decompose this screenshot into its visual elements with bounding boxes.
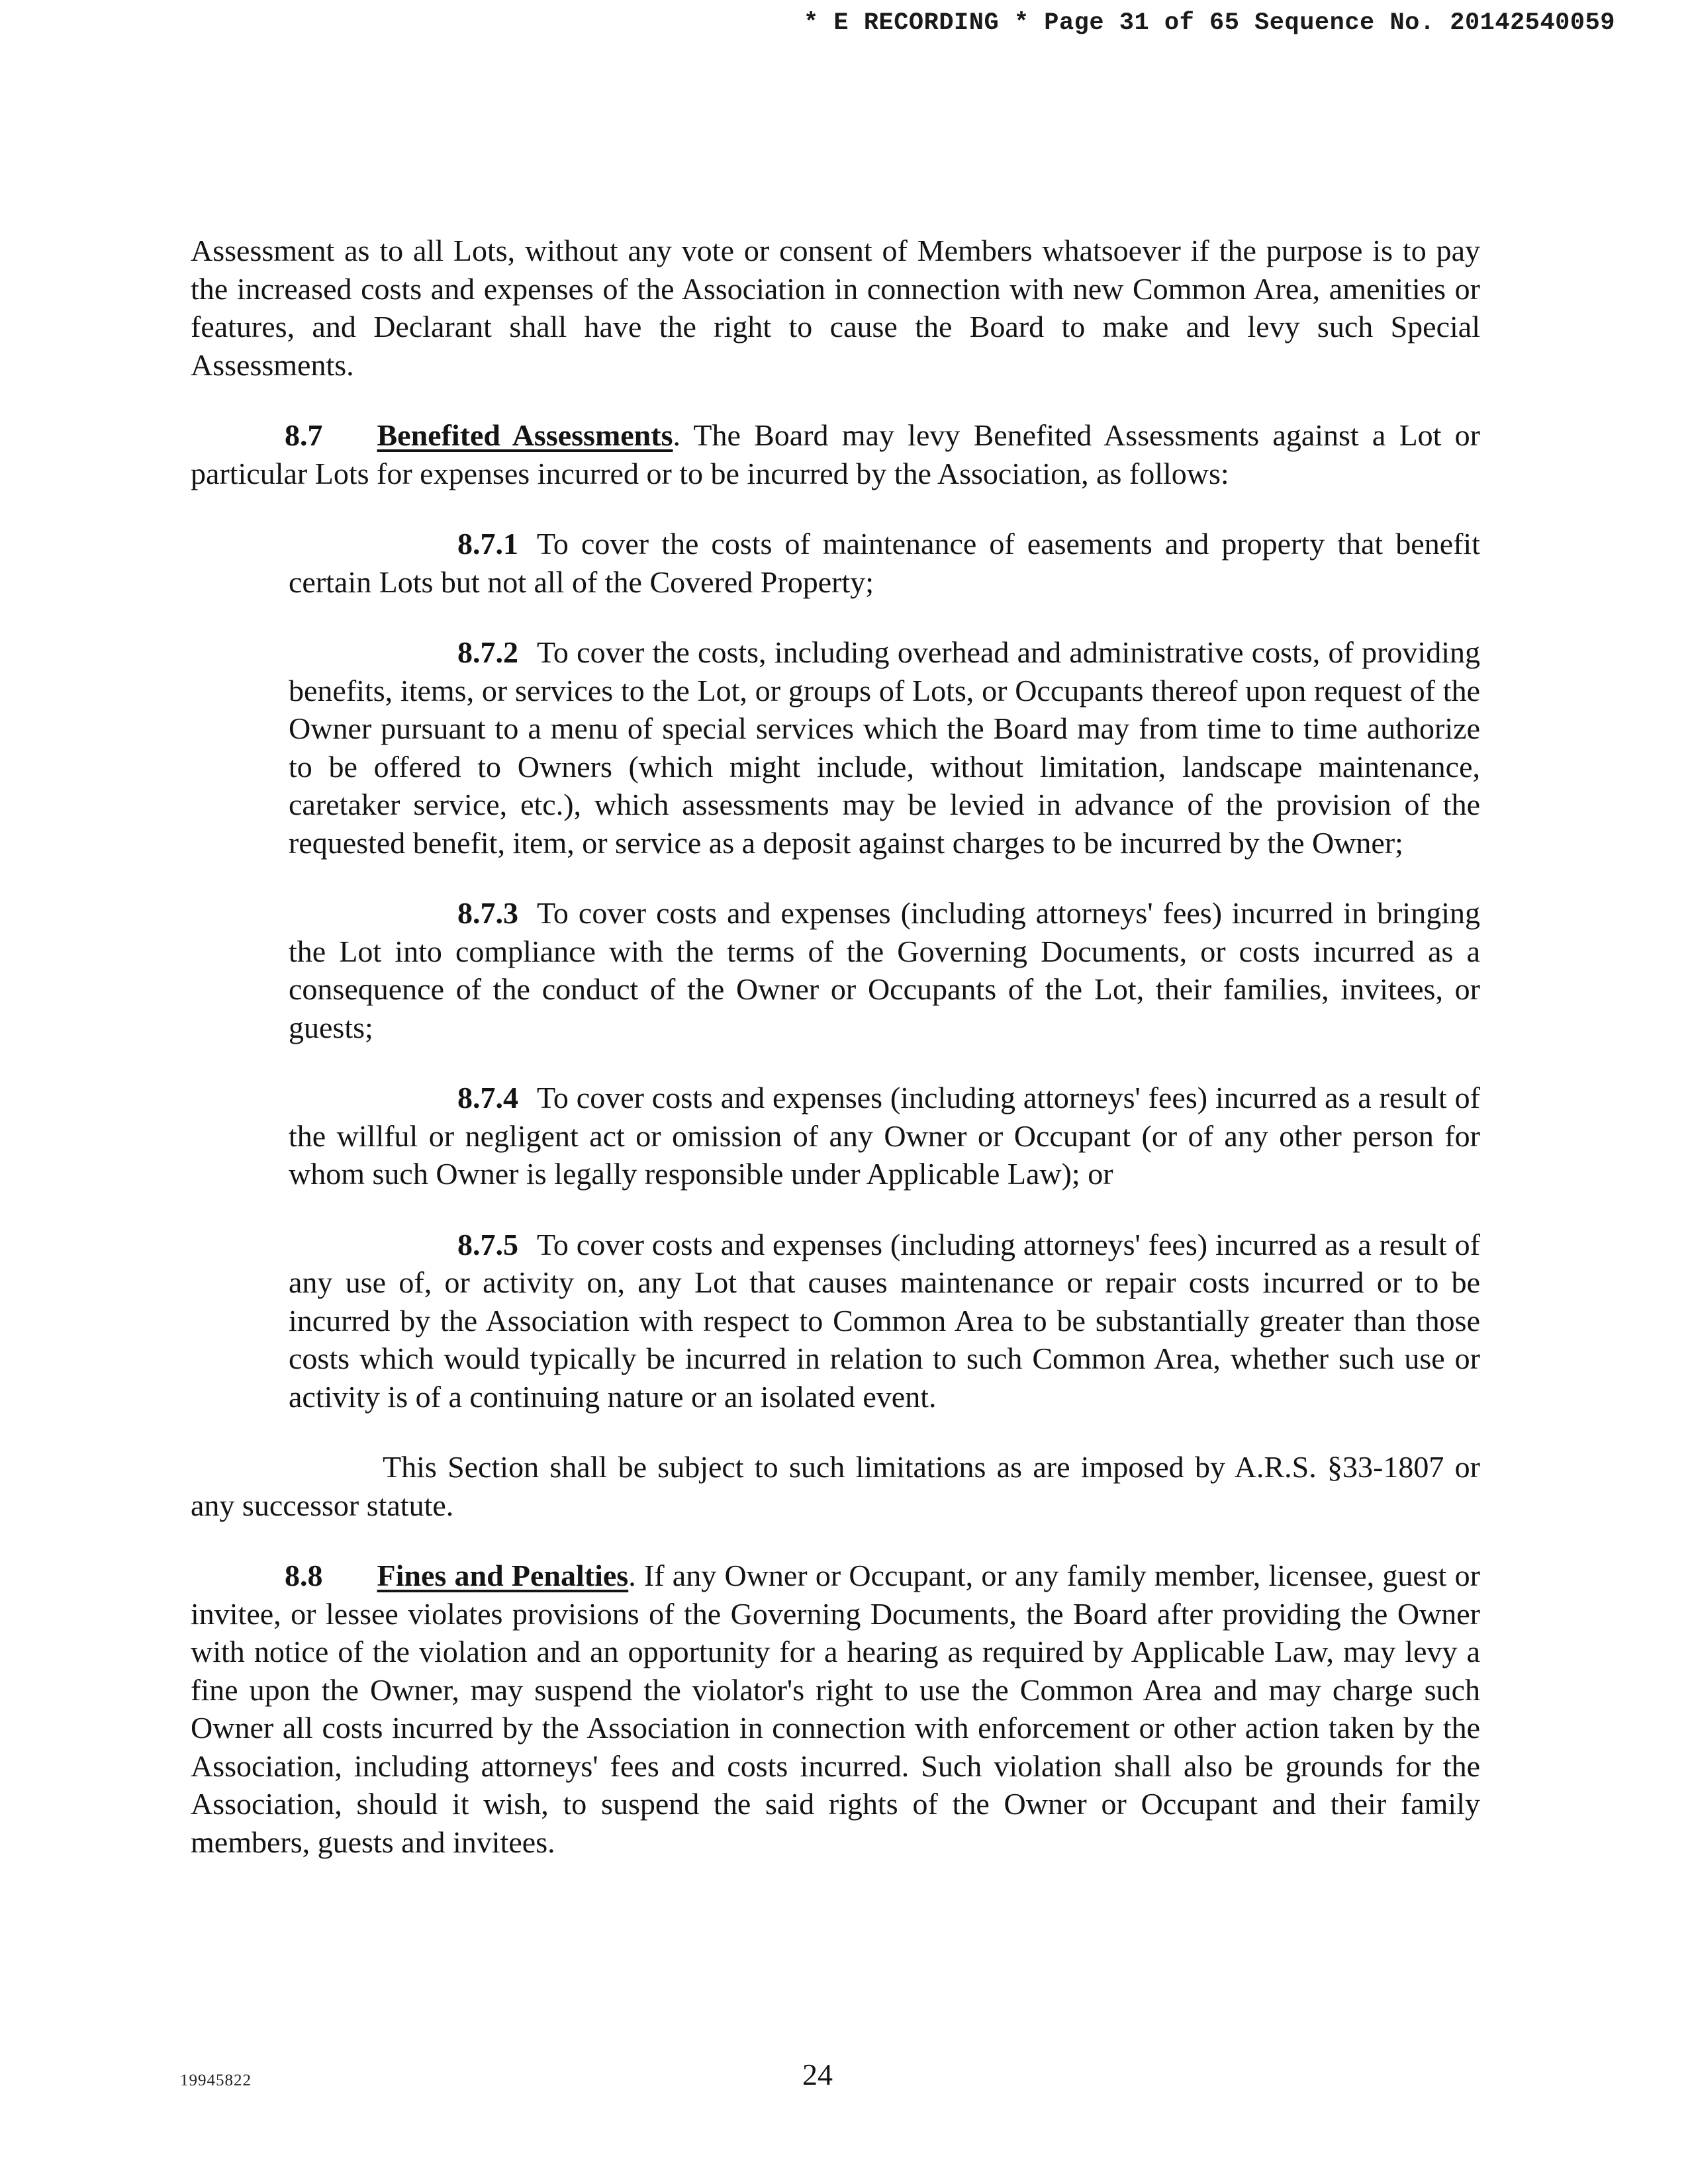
section-title: Fines and Penalties [377,1559,629,1592]
recording-header: * E RECORDING * Page 31 of 65 Sequence No. 20142540059 [804,9,1615,37]
page-number: 24 [802,2058,833,2091]
section-number: 8.8 [285,1559,323,1592]
subsection-8-7-1 [289,525,1480,601]
section-number: 8.7 [285,418,323,452]
section-8-7 [191,416,1480,492]
document-id: 19945822 [180,2071,252,2089]
subsection-8-7-4 [289,1079,1480,1193]
subsection-text: To cover the costs, including overhead and administrative costs, of providing benefits, items, or services to the Lot, or groups of Lots, or Occupants thereof upon request of the Owner pursuant to a menu of special services which the Board may from time to time authorize to be offered to Owners (which might include, without limitation, landscape maintenance, caretaker service, etc.), which assessments may be levied in advance of the provision of the requested benefit, item, or service as a deposit against charges to be incurred by the Owner; [289,635,1480,860]
document-body [191,232,1480,1893]
subsection-8-7-3 [289,894,1480,1046]
section-8-8 [191,1557,1480,1861]
subsection-number: 8.7.3 [457,896,518,930]
section-text: . If any Owner or Occupant, or any family member, licensee, guest or invitee, or lessee violates provisions of the Governing Documents, the Board after providing the Owner with notice of the violation and an opportunity for a hearing as required by Applicable Law, may levy a fine upon the Owner, may suspend the violator's right to use the Common Area and may charge such Owner all costs incurred by the Association in connection with enforcement or other action taken by the Association, including attorneys' fees and costs incurred. Such violation shall also be grounds for the Association, should it wish, to suspend the said rights of the Owner or Occupant and their family members, guests and invitees. [191,1559,1480,1859]
subsection-text: To cover the costs of maintenance of easements and property that benefit certain Lots but not all of the Covered Property; [289,527,1480,599]
paragraph-continued: Assessment as to all Lots, without any vote or consent of Members whatsoever if the purpose is to pay the increased costs and expenses of the Association in connection with new Common Area, amenities or features, and Declarant shall have the right to cause the Board to make and levy such Special Assessments. [191,234,1480,382]
subsection-number: 8.7.2 [457,635,518,669]
subsection-8-7-5 [289,1226,1480,1416]
subsection-text: To cover costs and expenses (including attorneys' fees) incurred as a result of the willful or negligent act or omission of any Owner or Occupant (or of any other person for whom such Owner is legally responsible under Applicable Law); or [289,1081,1480,1191]
subsection-number: 8.7.4 [457,1081,518,1115]
subsection-number: 8.7.1 [457,527,518,561]
subsection-number: 8.7.5 [457,1227,518,1261]
subsection-text: To cover costs and expenses (including attorneys' fees) incurred as a result of any use of, or activity on, any Lot that causes maintenance or repair costs incurred or to be incurred by the Association with respect to Common Area to be substantially greater than those costs which would typically be incurred in relation to such Common Area, whether such use or activity is of a continuing nature or an isolated event. [289,1227,1480,1414]
section-title: Benefited Assessments [377,418,673,452]
section-closing-note: This Section shall be subject to such limitations as are imposed by A.R.S. §33-1807 or any successor statute. [191,1450,1480,1522]
section-text: . The Board may levy Benefited Assessments against a Lot or particular Lots for expenses incurred or to be incurred by the Association, as follows: [191,418,1480,490]
subsection-text: To cover costs and expenses (including attorneys' fees) incurred in bringing the Lot into compliance with the terms of the Governing Documents, or costs incurred as a consequence of the conduct of the Owner or Occupants of the Lot, their families, invitees, or guests; [289,896,1480,1044]
subsection-8-7-2 [289,633,1480,862]
